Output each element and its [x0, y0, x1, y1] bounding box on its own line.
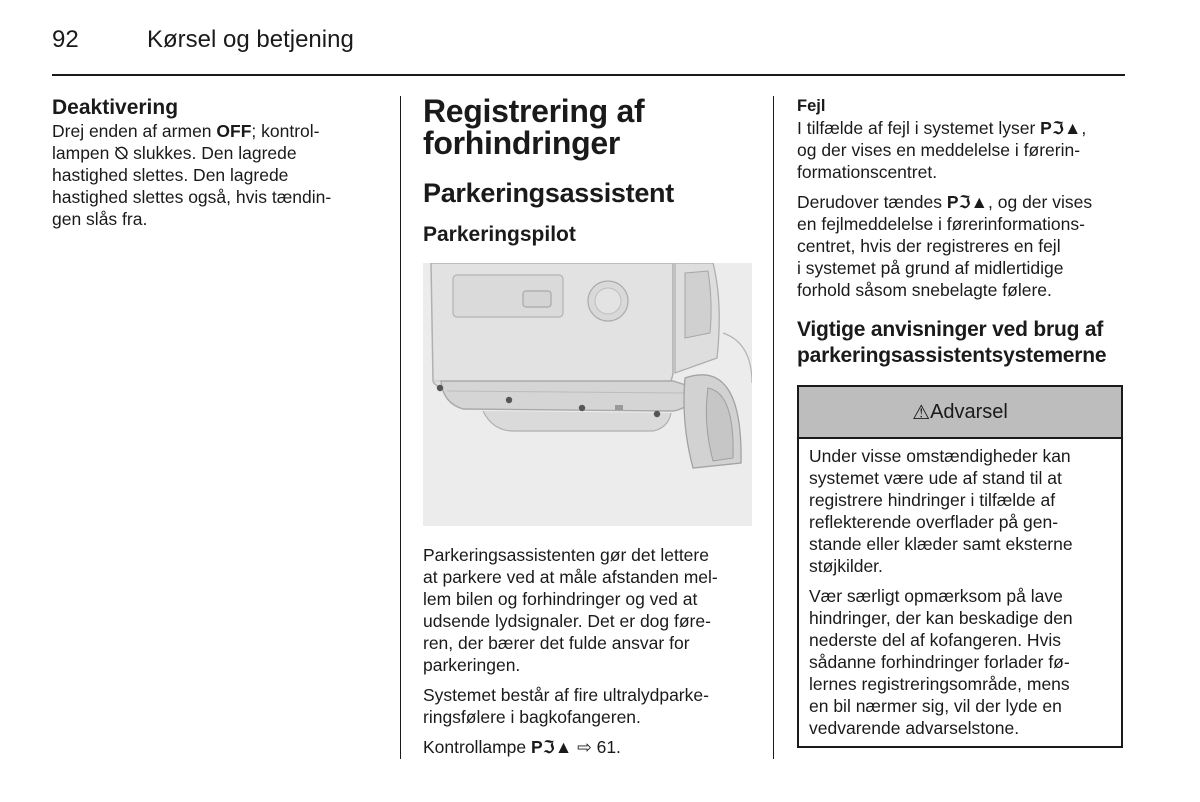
page-number: 92	[52, 26, 79, 53]
text-line: hastighed slettes. Den lagrede	[52, 165, 289, 185]
text-line: gen slås fra.	[52, 209, 148, 229]
text-line: hastighed slettes også, hvis tændin-	[52, 187, 332, 207]
vigtige-heading: Vigtige anvisninger ved brug af parkeringsassistentsystemerne	[797, 318, 1107, 367]
column-divider-left	[400, 96, 401, 759]
column-divider-right	[773, 96, 774, 759]
column-2	[423, 95, 758, 248]
warning-box	[797, 385, 1123, 748]
column-1	[52, 96, 382, 230]
deaktivering-heading: Deaktivering	[52, 96, 179, 119]
fejl-heading: Fejl	[797, 97, 826, 115]
intro-paragraph: Parkeringsassistenten gør det lettere at parkere ved at måle afstanden mel- lem bilen og forhindringer og ved at udsende lydsignaler. Det er dog føre- ren, der bærer det fulde ansvar for parkeringen.	[423, 545, 718, 675]
rear-bumper-illustration	[423, 263, 752, 526]
text-line: lampen ⦰ slukkes. Den lagrede	[52, 143, 297, 163]
page-reference: 61.	[591, 737, 621, 757]
sensor-paragraph: Systemet består af fire ultralydparke- ringsfølere i bagkofangeren.	[423, 685, 709, 727]
main-heading: Registrering af forhindringer	[423, 93, 645, 161]
parkeringsassistent-heading: Parkeringsassistent	[423, 178, 674, 208]
parkeringspilot-heading: Parkeringspilot	[423, 223, 576, 246]
control-lamp-line: Kontrollampe Pℑ▲ ⇨ 61.	[423, 737, 621, 757]
column-2-body	[423, 544, 763, 766]
warning-triangle-icon: ⚠	[912, 401, 931, 424]
warning-paragraph-2: Vær særligt opmærksom på lave hindringer, der kan beskadige den nederste del af kofangeren. Hvis sådanne forhindringer forlader fø- lernes registreringsområde, mens en bil nærmer sig, vil der lyde en vedvarende advarselstone.	[809, 586, 1073, 738]
parking-assist-icon: Pℑ▲	[530, 737, 573, 757]
fejl-paragraph-2: Derudover tændes Pℑ▲, og der vises en fejlmeddelelse i førerinformations- centret, hvis der registreres en fejl i systemet på grund af midlertidige forhold såsom snebelagte følere.	[797, 192, 1093, 300]
parking-assist-icon: Pℑ▲	[946, 192, 989, 212]
warning-body	[799, 439, 1121, 739]
warning-title: Advarsel	[930, 400, 1008, 423]
text-line: Drej enden af armen OFF; kontrol-	[52, 121, 320, 141]
column-3	[797, 96, 1129, 369]
parking-assist-icon: Pℑ▲	[1040, 118, 1082, 138]
deaktivering-paragraph	[52, 120, 382, 230]
fejl-paragraph-1: I tilfælde af fejl i systemet lyser Pℑ▲, og der vises en meddelelse i førerin- formationscentret.	[797, 118, 1087, 182]
cruise-control-icon: ⦰	[114, 143, 129, 163]
page-reference-arrow-icon: ⇨	[577, 737, 592, 757]
van-rear-drawing	[423, 263, 752, 526]
header-rule	[52, 74, 1125, 76]
section-title: Kørsel og betjening	[147, 26, 354, 53]
warning-paragraph-1: Under visse omstændigheder kan systemet være ude af stand til at registrere hindringer i tilfælde af reflekterende overflader på gen- stande eller klæder samt eksterne støjkilder.	[809, 446, 1073, 576]
warning-header	[799, 387, 1121, 439]
